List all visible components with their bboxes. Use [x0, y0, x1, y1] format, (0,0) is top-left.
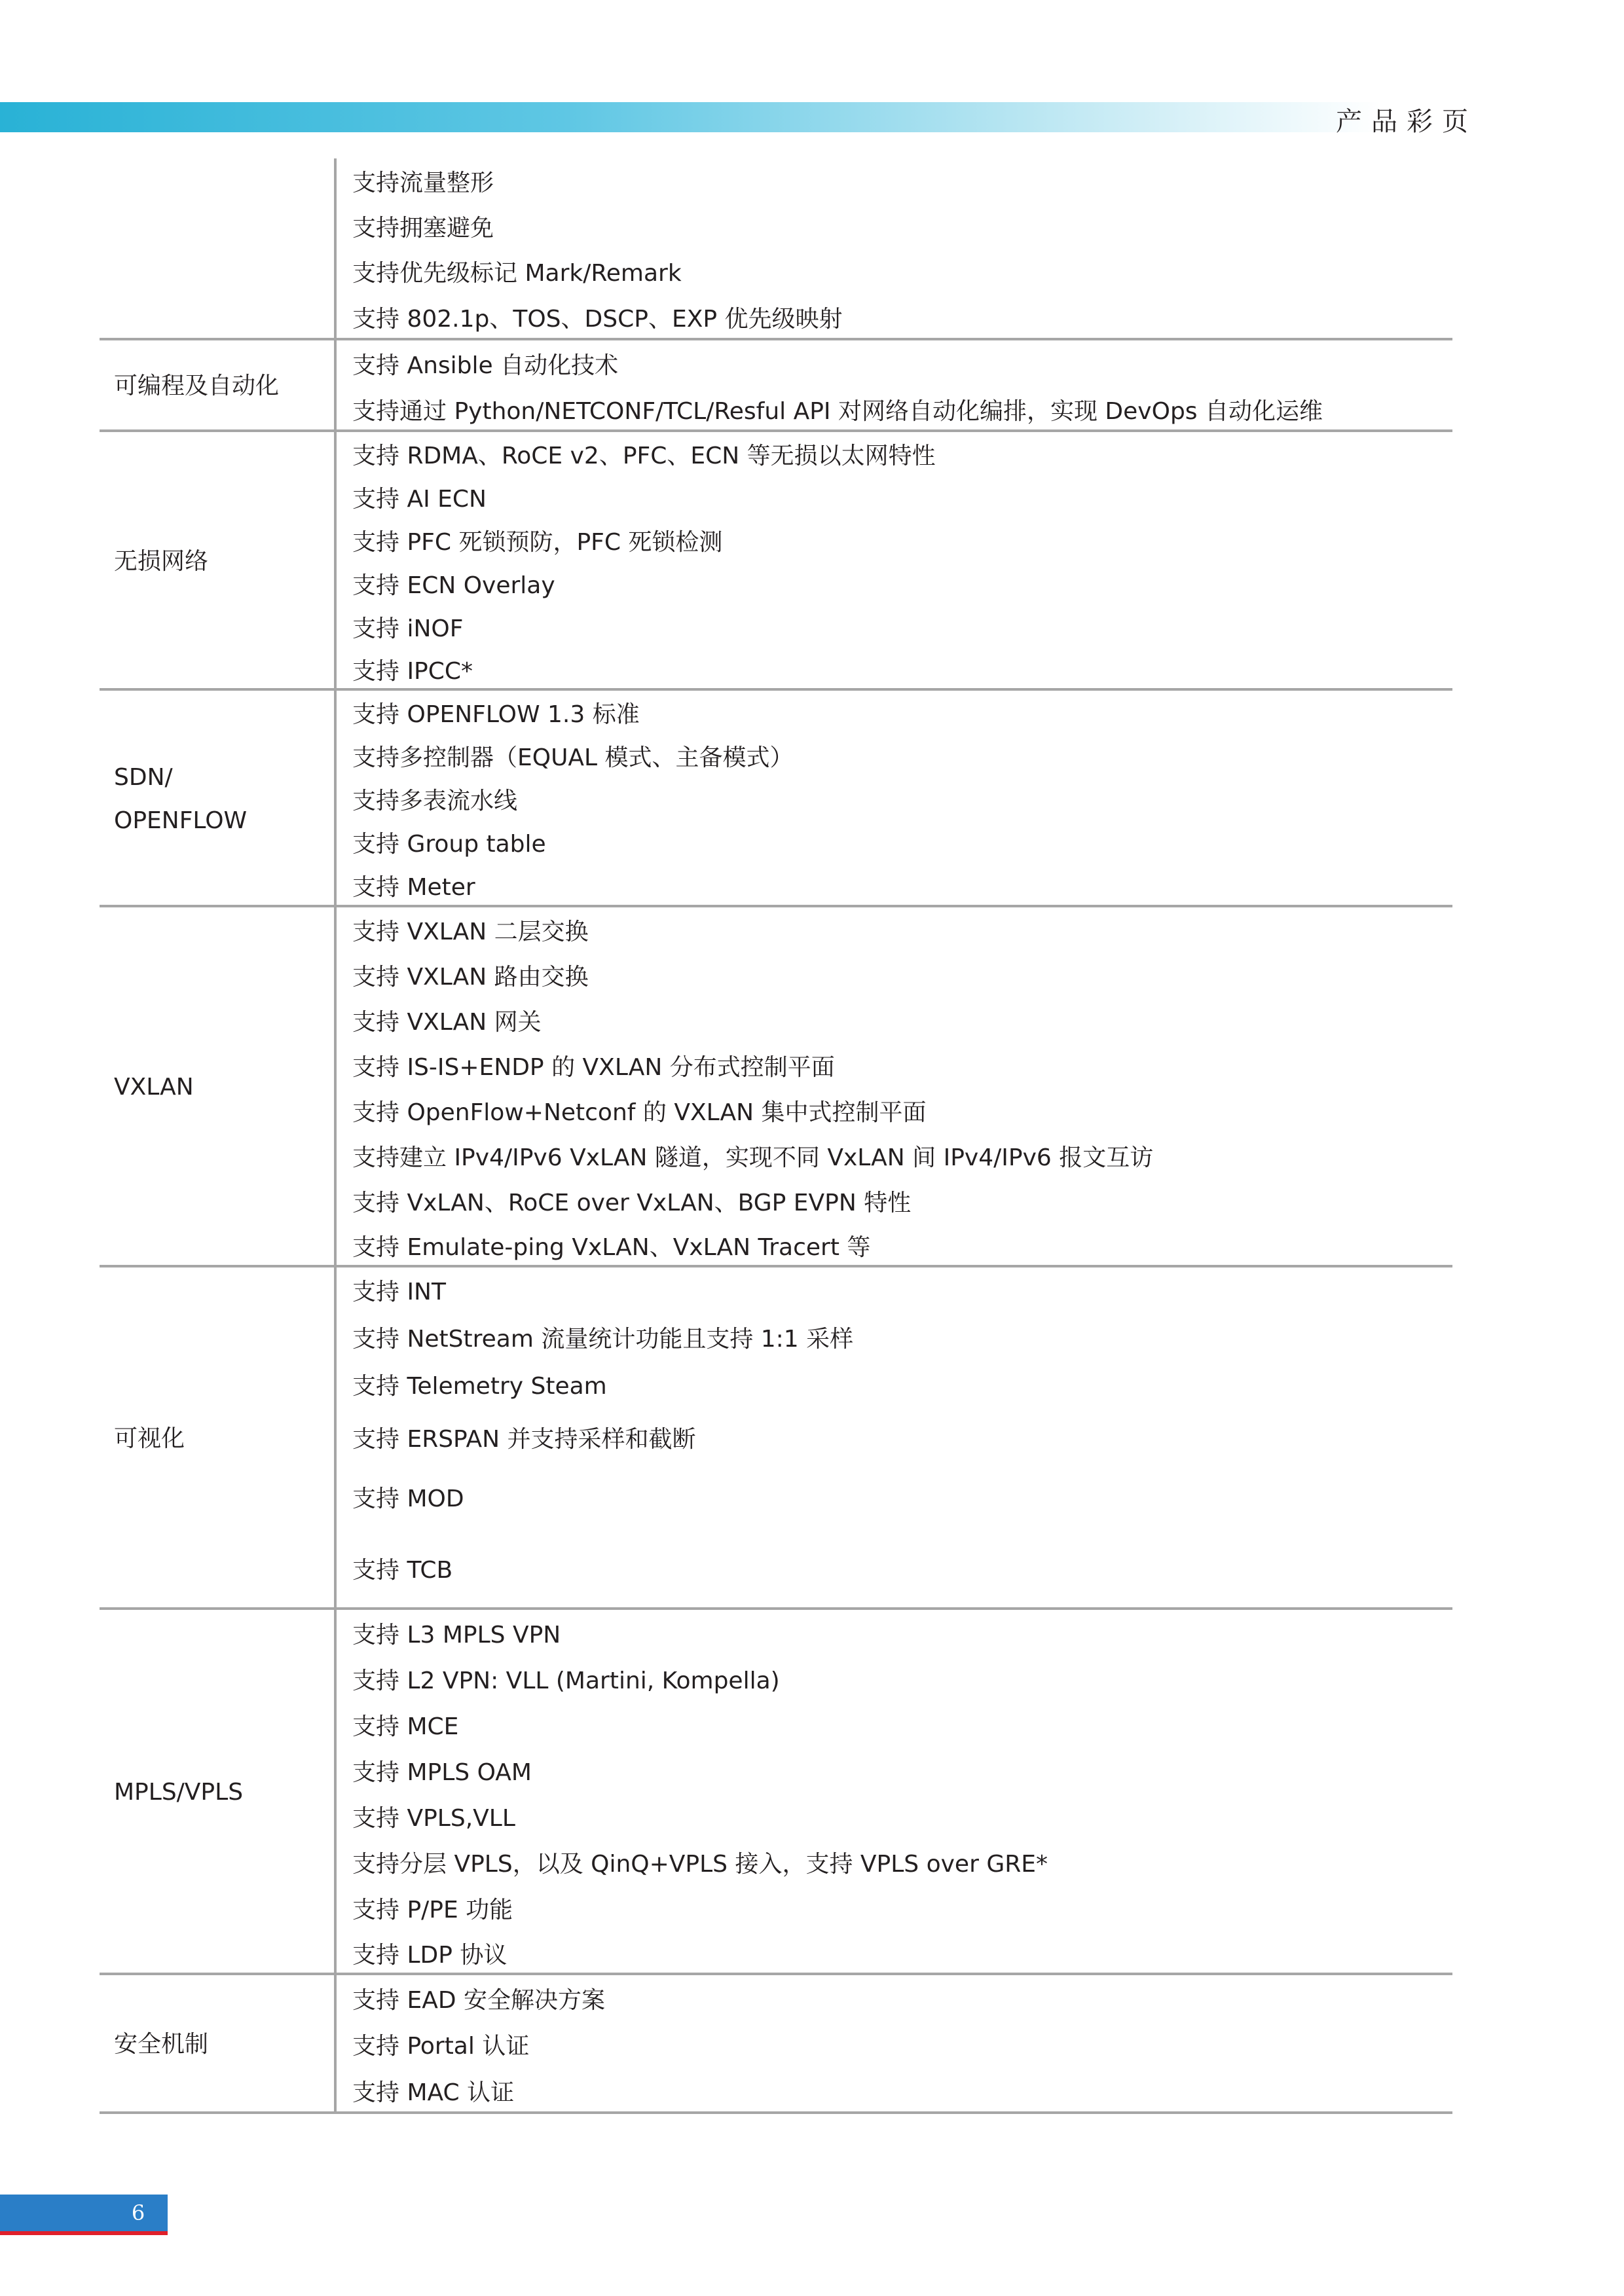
feature-item: 支持 MOD — [352, 1485, 464, 1512]
column-divider — [334, 907, 337, 1267]
feature-item: 支持建立 IPv4/IPv6 VxLAN 隧道，实现不同 VxLAN 间 IPv4/IPv6 报文互访 — [352, 1144, 1154, 1171]
feature-item: 支持 MAC 认证 — [352, 2079, 515, 2106]
category-cell — [114, 1610, 323, 1975]
feature-item: 支持多表流水线 — [352, 787, 518, 814]
feature-item: 支持 AI ECN — [352, 485, 487, 513]
feature-item: 支持流量整形 — [352, 170, 494, 196]
feature-item: 支持 VPLS,VLL — [352, 1804, 515, 1832]
feature-item: 支持 VxLAN、RoCE over VxLAN、BGP EVPN 特性 — [352, 1190, 912, 1216]
feature-list — [352, 158, 1439, 340]
feature-list — [352, 1267, 1439, 1610]
feature-item: 支持 802.1p、TOS、DSCP、EXP 优先级映射 — [352, 306, 843, 333]
spec-row — [100, 1267, 1452, 1610]
feature-item: 支持 RDMA、RoCE v2、PFC、ECN 等无损以太网特性 — [352, 442, 936, 469]
feature-item: 支持 IPCC* — [352, 658, 473, 685]
category-label: VXLAN — [114, 1074, 194, 1101]
feature-item: 支持 TCB — [352, 1556, 453, 1584]
feature-item: 支持多控制器（EQUAL 模式、主备模式） — [352, 744, 794, 771]
feature-item: 支持优先级标记 Mark/Remark — [352, 260, 682, 287]
spec-row — [100, 340, 1452, 432]
feature-list — [352, 907, 1439, 1267]
category-cell — [114, 158, 323, 340]
row-separator — [100, 2111, 1452, 2114]
feature-item: 支持 VXLAN 二层交换 — [352, 919, 589, 945]
feature-item: 支持 Group table — [352, 830, 546, 858]
feature-item: 支持 MCE — [352, 1713, 459, 1740]
feature-item: 支持 VXLAN 路由交换 — [352, 964, 589, 991]
spec-row — [100, 158, 1452, 340]
feature-item: 支持 Portal 认证 — [352, 2032, 530, 2060]
column-divider — [334, 691, 337, 907]
page-number: 6 — [131, 2200, 145, 2225]
feature-item: 支持 iNOF — [352, 615, 464, 642]
category-label: OPENFLOW — [114, 807, 248, 834]
category-cell — [114, 1975, 323, 2114]
category-cell — [114, 691, 323, 907]
feature-item: 支持 OPENFLOW 1.3 标准 — [352, 701, 640, 728]
category-label: 安全机制 — [114, 2031, 209, 2058]
column-divider — [334, 158, 337, 340]
category-cell — [114, 340, 323, 432]
spec-row — [100, 432, 1452, 691]
category-label: 可视化 — [114, 1425, 185, 1452]
feature-item: 支持 NetStream 流量统计功能且支持 1:1 采样 — [352, 1326, 854, 1353]
category-cell — [114, 1267, 323, 1610]
feature-list — [352, 691, 1439, 907]
feature-item: 支持 MPLS OAM — [352, 1758, 532, 1786]
feature-item: 支持 IS-IS+ENDP 的 VXLAN 分布式控制平面 — [352, 1054, 835, 1081]
spec-row — [100, 1975, 1452, 2114]
feature-list — [352, 1610, 1439, 1975]
feature-list — [352, 432, 1439, 691]
category-cell — [114, 432, 323, 691]
page-header-title: 产品彩页 — [1336, 107, 1477, 137]
feature-item: 支持 PFC 死锁预防，PFC 死锁检测 — [352, 528, 723, 556]
feature-item: 支持通过 Python/NETCONF/TCL/Resful API 对网络自动化编排，实现 DevOps 自动化运维 — [352, 397, 1323, 425]
feature-item: 支持 OpenFlow+Netconf 的 VXLAN 集中式控制平面 — [352, 1099, 927, 1126]
column-divider — [334, 1267, 337, 1610]
column-divider — [334, 1975, 337, 2114]
column-divider — [334, 1610, 337, 1975]
category-label: MPLS/VPLS — [114, 1779, 244, 1806]
spec-row — [100, 907, 1452, 1267]
feature-list — [352, 1975, 1439, 2114]
feature-item: 支持 ERSPAN 并支持采样和截断 — [352, 1425, 696, 1453]
feature-item: 支持 Ansible 自动化技术 — [352, 352, 619, 379]
feature-item: 支持 L2 VPN: VLL (Martini, Kompella) — [352, 1667, 780, 1694]
column-divider — [334, 432, 337, 691]
spec-row — [100, 1610, 1452, 1975]
spec-row — [100, 691, 1452, 907]
feature-item: 支持 L3 MPLS VPN — [352, 1621, 561, 1649]
category-cell — [114, 907, 323, 1267]
feature-item: 支持拥塞避免 — [352, 215, 494, 242]
feature-item: 支持 Emulate-ping VxLAN、VxLAN Tracert 等 — [352, 1234, 871, 1261]
feature-item: 支持 ECN Overlay — [352, 572, 555, 599]
feature-item: 支持分层 VPLS，以及 QinQ+VPLS 接入，支持 VPLS over GRE* — [352, 1850, 1048, 1878]
spec-table — [100, 158, 1452, 2114]
feature-item: 支持 VXLAN 网关 — [352, 1009, 542, 1036]
category-label: SDN/ — [114, 763, 173, 791]
feature-item: 支持 EAD 安全解决方案 — [352, 1986, 605, 2014]
category-label: 可编程及自动化 — [114, 373, 280, 399]
feature-list — [352, 340, 1439, 432]
feature-item: 支持 Telemetry Steam — [352, 1373, 607, 1400]
feature-item: 支持 INT — [352, 1279, 446, 1305]
column-divider — [334, 340, 337, 432]
feature-item: 支持 LDP 协议 — [352, 1941, 507, 1969]
feature-item: 支持 P/PE 功能 — [352, 1896, 513, 1923]
category-label: 无损网络 — [114, 547, 209, 575]
feature-item: 支持 Meter — [352, 874, 475, 901]
